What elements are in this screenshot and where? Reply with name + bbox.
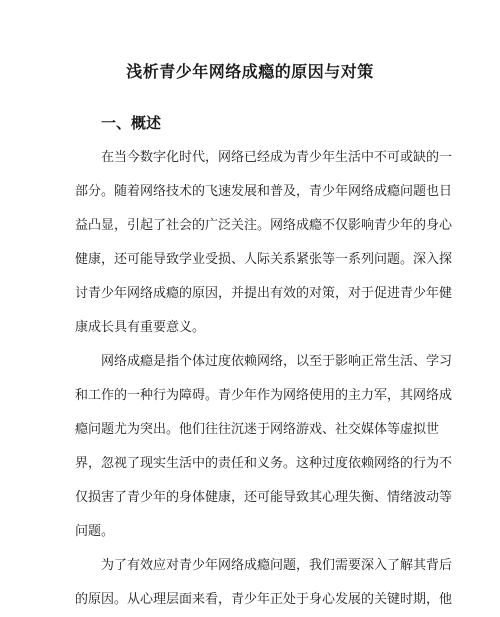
section-heading: 一、概述 [101,114,162,132]
text-line: 网络成瘾是指个体过度依赖网络，以至于影响正常生活、学习 [75,354,453,369]
text-line: 界，忽视了现实生活中的责任和义务。这种过度依赖网络的行为不 [75,456,453,471]
text-line: 康成长具有重要意义。 [75,320,206,335]
text-line: 在当今数字化时代，网络已经成为青少年生活中不可或缺的一 [75,150,453,165]
text-line: 健康，还可能导致学业受损、人际关系紧张等一系列问题。深入探 [75,252,453,267]
text-line: 益凸显，引起了社会的广泛关注。网络成瘾不仅影响青少年的身心 [75,218,453,233]
document-title: 浅析青少年网络成瘾的原因与对策 [126,62,374,81]
text-line: 和工作的一种行为障碍。青少年作为网络使用的主力军，其网络成 [75,388,453,403]
paragraph-3 [75,549,453,617]
text-line: 的原因。从心理层面来看，青少年正处于身心发展的关键时期，他 [75,592,453,607]
text-line: 为了有效应对青少年网络成瘾问题，我们需要深入了解其背后 [75,558,453,573]
text-line: 瘾问题尤为突出。他们往往沉迷于网络游戏、社交媒体等虚拟世 [75,422,440,437]
text-line: 讨青少年网络成瘾的原因，并提出有效的对策，对于促进青少年健 [75,286,453,301]
body-text [75,141,453,617]
text-line: 问题。 [75,524,115,539]
text-line: 仅损害了青少年的身体健康，还可能导致其心理失衡、情绪波动等 [75,490,453,505]
paragraph-2 [75,345,453,549]
paragraph-1 [75,141,453,345]
text-line: 部分。随着网络技术的飞速发展和普及，青少年网络成瘾问题也日 [75,184,453,199]
